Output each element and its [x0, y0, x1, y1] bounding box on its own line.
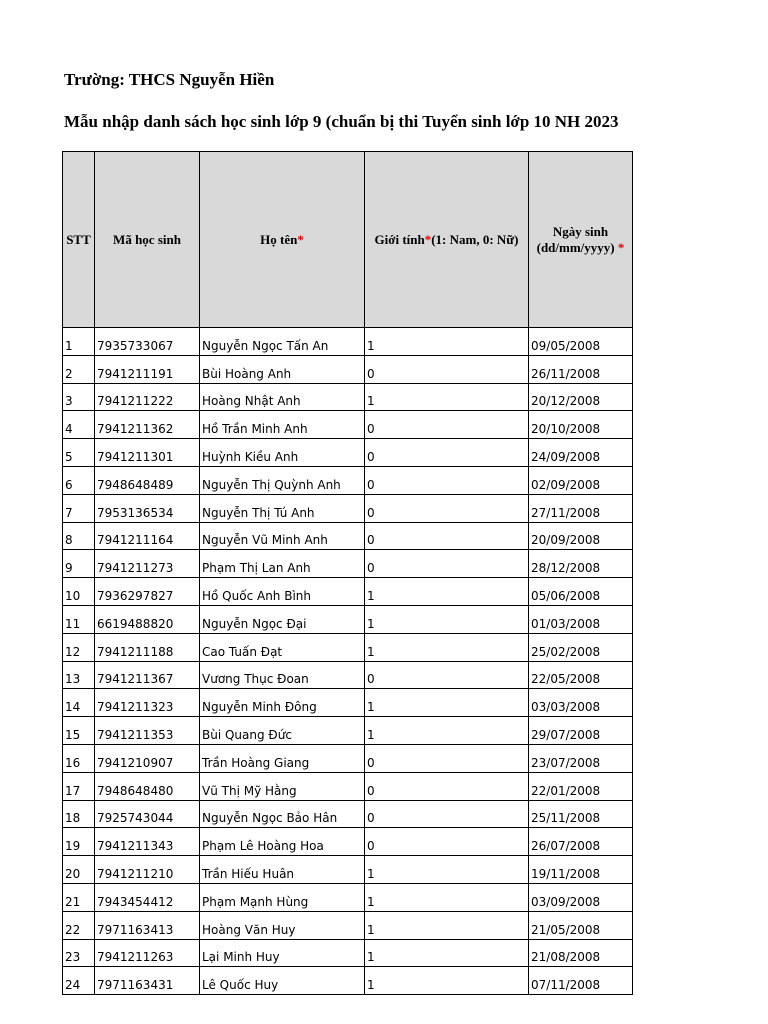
cell-dob: 28/12/2008 — [529, 550, 633, 578]
cell-stt: 3 — [63, 383, 95, 411]
required-marker: * — [424, 231, 432, 247]
cell-gender: 0 — [365, 494, 529, 522]
cell-full-name: Nguyễn Thị Tú Anh — [200, 494, 365, 522]
cell-stt: 21 — [63, 883, 95, 911]
cell-full-name: Vũ Thị Mỹ Hằng — [200, 772, 365, 800]
cell-full-name: Phạm Thị Lan Anh — [200, 550, 365, 578]
cell-dob: 03/09/2008 — [529, 883, 633, 911]
cell-student-id: 7971163413 — [95, 911, 200, 939]
cell-full-name: Hoàng Văn Huy — [200, 911, 365, 939]
cell-dob: 20/10/2008 — [529, 411, 633, 439]
table-row — [63, 828, 633, 856]
subtitle-container — [64, 112, 634, 132]
cell-student-id: 7971163431 — [95, 967, 200, 995]
cell-gender: 0 — [365, 772, 529, 800]
header-gender-note: (1: Nam, 0: Nữ) — [431, 231, 519, 247]
cell-dob: 23/07/2008 — [529, 744, 633, 772]
cell-dob: 22/05/2008 — [529, 661, 633, 689]
cell-dob: 26/11/2008 — [529, 355, 633, 383]
cell-full-name: Cao Tuấn Đạt — [200, 633, 365, 661]
table-row — [63, 411, 633, 439]
cell-student-id: 7943454412 — [95, 883, 200, 911]
cell-stt: 6 — [63, 466, 95, 494]
table-row — [63, 661, 633, 689]
student-table — [62, 151, 633, 995]
table-row — [63, 800, 633, 828]
cell-full-name: Nguyễn Ngọc Bảo Hân — [200, 800, 365, 828]
cell-stt: 24 — [63, 967, 95, 995]
header-dob — [529, 152, 633, 328]
cell-stt: 4 — [63, 411, 95, 439]
cell-student-id: 7941211273 — [95, 550, 200, 578]
cell-full-name: Trần Hoàng Giang — [200, 744, 365, 772]
required-marker: * — [297, 231, 304, 247]
header-stt-label: STT — [66, 231, 91, 247]
table-row — [63, 772, 633, 800]
header-student-id-label: Mã học sinh — [113, 231, 181, 247]
table-row — [63, 939, 633, 967]
cell-stt: 11 — [63, 605, 95, 633]
cell-stt: 5 — [63, 439, 95, 467]
table-row — [63, 355, 633, 383]
cell-full-name: Hồ Trần Minh Anh — [200, 411, 365, 439]
cell-student-id: 7941211301 — [95, 439, 200, 467]
cell-stt: 13 — [63, 661, 95, 689]
table-row — [63, 883, 633, 911]
table-row — [63, 328, 633, 356]
cell-dob: 20/12/2008 — [529, 383, 633, 411]
cell-stt: 8 — [63, 522, 95, 550]
cell-full-name: Bùi Quang Đức — [200, 717, 365, 745]
cell-student-id: 7941211263 — [95, 939, 200, 967]
cell-student-id: 7941210907 — [95, 744, 200, 772]
form-title: Mẫu nhập danh sách học sinh lớp 9 (chuẩn bị thi Tuyển sinh lớp 10 NH 2023 — [64, 112, 619, 131]
cell-gender: 1 — [365, 383, 529, 411]
cell-dob: 25/02/2008 — [529, 633, 633, 661]
cell-student-id: 7948648480 — [95, 772, 200, 800]
cell-dob: 22/01/2008 — [529, 772, 633, 800]
cell-dob: 20/09/2008 — [529, 522, 633, 550]
cell-full-name: Phạm Mạnh Hùng — [200, 883, 365, 911]
school-name: Trường: THCS Nguyễn Hiền — [64, 70, 275, 89]
cell-student-id: 7941211164 — [95, 522, 200, 550]
table-row — [63, 550, 633, 578]
header-dob-label: Ngày sinh — [552, 223, 609, 239]
table-row — [63, 439, 633, 467]
cell-full-name: Nguyễn Ngọc Đại — [200, 605, 365, 633]
cell-dob: 19/11/2008 — [529, 856, 633, 884]
table-row — [63, 494, 633, 522]
cell-dob: 25/11/2008 — [529, 800, 633, 828]
table-row — [63, 856, 633, 884]
cell-stt: 20 — [63, 856, 95, 884]
cell-full-name: Hồ Quốc Anh Bình — [200, 578, 365, 606]
cell-full-name: Vương Thục Đoan — [200, 661, 365, 689]
cell-gender: 1 — [365, 717, 529, 745]
table-row — [63, 383, 633, 411]
cell-dob: 07/11/2008 — [529, 967, 633, 995]
cell-dob: 03/03/2008 — [529, 689, 633, 717]
cell-gender: 1 — [365, 689, 529, 717]
cell-student-id: 7941211367 — [95, 661, 200, 689]
header-full-name — [200, 152, 365, 328]
cell-student-id: 7941211188 — [95, 633, 200, 661]
cell-student-id: 6619488820 — [95, 605, 200, 633]
cell-stt: 16 — [63, 744, 95, 772]
cell-gender: 0 — [365, 411, 529, 439]
cell-stt: 22 — [63, 911, 95, 939]
cell-student-id: 7941211343 — [95, 828, 200, 856]
cell-gender: 1 — [365, 939, 529, 967]
cell-student-id: 7941211222 — [95, 383, 200, 411]
cell-stt: 19 — [63, 828, 95, 856]
cell-gender: 1 — [365, 967, 529, 995]
cell-full-name: Nguyễn Thị Quỳnh Anh — [200, 466, 365, 494]
table-row — [63, 744, 633, 772]
header-stt — [63, 152, 95, 328]
table-row — [63, 605, 633, 633]
header-dob-format: (dd/mm/yyyy) — [536, 239, 615, 255]
cell-gender: 0 — [365, 828, 529, 856]
cell-dob: 27/11/2008 — [529, 494, 633, 522]
cell-full-name: Nguyễn Minh Đông — [200, 689, 365, 717]
cell-dob: 01/03/2008 — [529, 605, 633, 633]
table-row — [63, 522, 633, 550]
cell-gender: 1 — [365, 328, 529, 356]
table-row — [63, 911, 633, 939]
cell-student-id: 7935733067 — [95, 328, 200, 356]
required-marker: * — [614, 239, 625, 255]
cell-student-id: 7941211191 — [95, 355, 200, 383]
cell-full-name: Nguyễn Ngọc Tấn An — [200, 328, 365, 356]
cell-full-name: Nguyễn Vũ Minh Anh — [200, 522, 365, 550]
cell-dob: 05/06/2008 — [529, 578, 633, 606]
cell-stt: 18 — [63, 800, 95, 828]
cell-gender: 0 — [365, 744, 529, 772]
header-student-id — [95, 152, 200, 328]
cell-stt: 2 — [63, 355, 95, 383]
table-row — [63, 578, 633, 606]
cell-gender: 0 — [365, 466, 529, 494]
cell-gender: 1 — [365, 856, 529, 884]
cell-student-id: 7936297827 — [95, 578, 200, 606]
cell-stt: 9 — [63, 550, 95, 578]
cell-dob: 29/07/2008 — [529, 717, 633, 745]
cell-student-id: 7941211323 — [95, 689, 200, 717]
cell-gender: 1 — [365, 578, 529, 606]
cell-gender: 0 — [365, 550, 529, 578]
cell-student-id: 7941211353 — [95, 717, 200, 745]
cell-dob: 21/05/2008 — [529, 911, 633, 939]
cell-gender: 0 — [365, 355, 529, 383]
cell-gender: 0 — [365, 522, 529, 550]
cell-stt: 12 — [63, 633, 95, 661]
table-row — [63, 967, 633, 995]
cell-full-name: Huỳnh Kiều Anh — [200, 439, 365, 467]
cell-student-id: 7953136534 — [95, 494, 200, 522]
table-row — [63, 633, 633, 661]
cell-full-name: Hoàng Nhật Anh — [200, 383, 365, 411]
cell-stt: 23 — [63, 939, 95, 967]
cell-dob: 21/08/2008 — [529, 939, 633, 967]
cell-full-name: Trần Hiếu Huân — [200, 856, 365, 884]
cell-stt: 1 — [63, 328, 95, 356]
cell-stt: 14 — [63, 689, 95, 717]
cell-dob: 02/09/2008 — [529, 466, 633, 494]
cell-student-id: 7941211362 — [95, 411, 200, 439]
header-gender-label: Giới tính — [374, 231, 425, 247]
header-row — [63, 152, 633, 328]
cell-gender: 0 — [365, 439, 529, 467]
cell-stt: 15 — [63, 717, 95, 745]
cell-stt: 7 — [63, 494, 95, 522]
header-full-name-label: Họ tên — [260, 231, 298, 247]
cell-student-id: 7948648489 — [95, 466, 200, 494]
cell-full-name: Lê Quốc Huy — [200, 967, 365, 995]
cell-gender: 0 — [365, 661, 529, 689]
cell-gender: 0 — [365, 800, 529, 828]
table-row — [63, 689, 633, 717]
cell-dob: 24/09/2008 — [529, 439, 633, 467]
cell-gender: 1 — [365, 633, 529, 661]
header-gender — [365, 152, 529, 328]
cell-student-id: 7941211210 — [95, 856, 200, 884]
cell-full-name: Bùi Hoàng Anh — [200, 355, 365, 383]
student-rows — [63, 328, 633, 995]
cell-full-name: Lại Minh Huy — [200, 939, 365, 967]
table-row — [63, 717, 633, 745]
cell-student-id: 7925743044 — [95, 800, 200, 828]
cell-dob: 26/07/2008 — [529, 828, 633, 856]
cell-gender: 1 — [365, 883, 529, 911]
table-row — [63, 466, 633, 494]
cell-stt: 10 — [63, 578, 95, 606]
cell-gender: 1 — [365, 911, 529, 939]
cell-full-name: Phạm Lê Hoàng Hoa — [200, 828, 365, 856]
cell-dob: 09/05/2008 — [529, 328, 633, 356]
cell-gender: 1 — [365, 605, 529, 633]
cell-stt: 17 — [63, 772, 95, 800]
